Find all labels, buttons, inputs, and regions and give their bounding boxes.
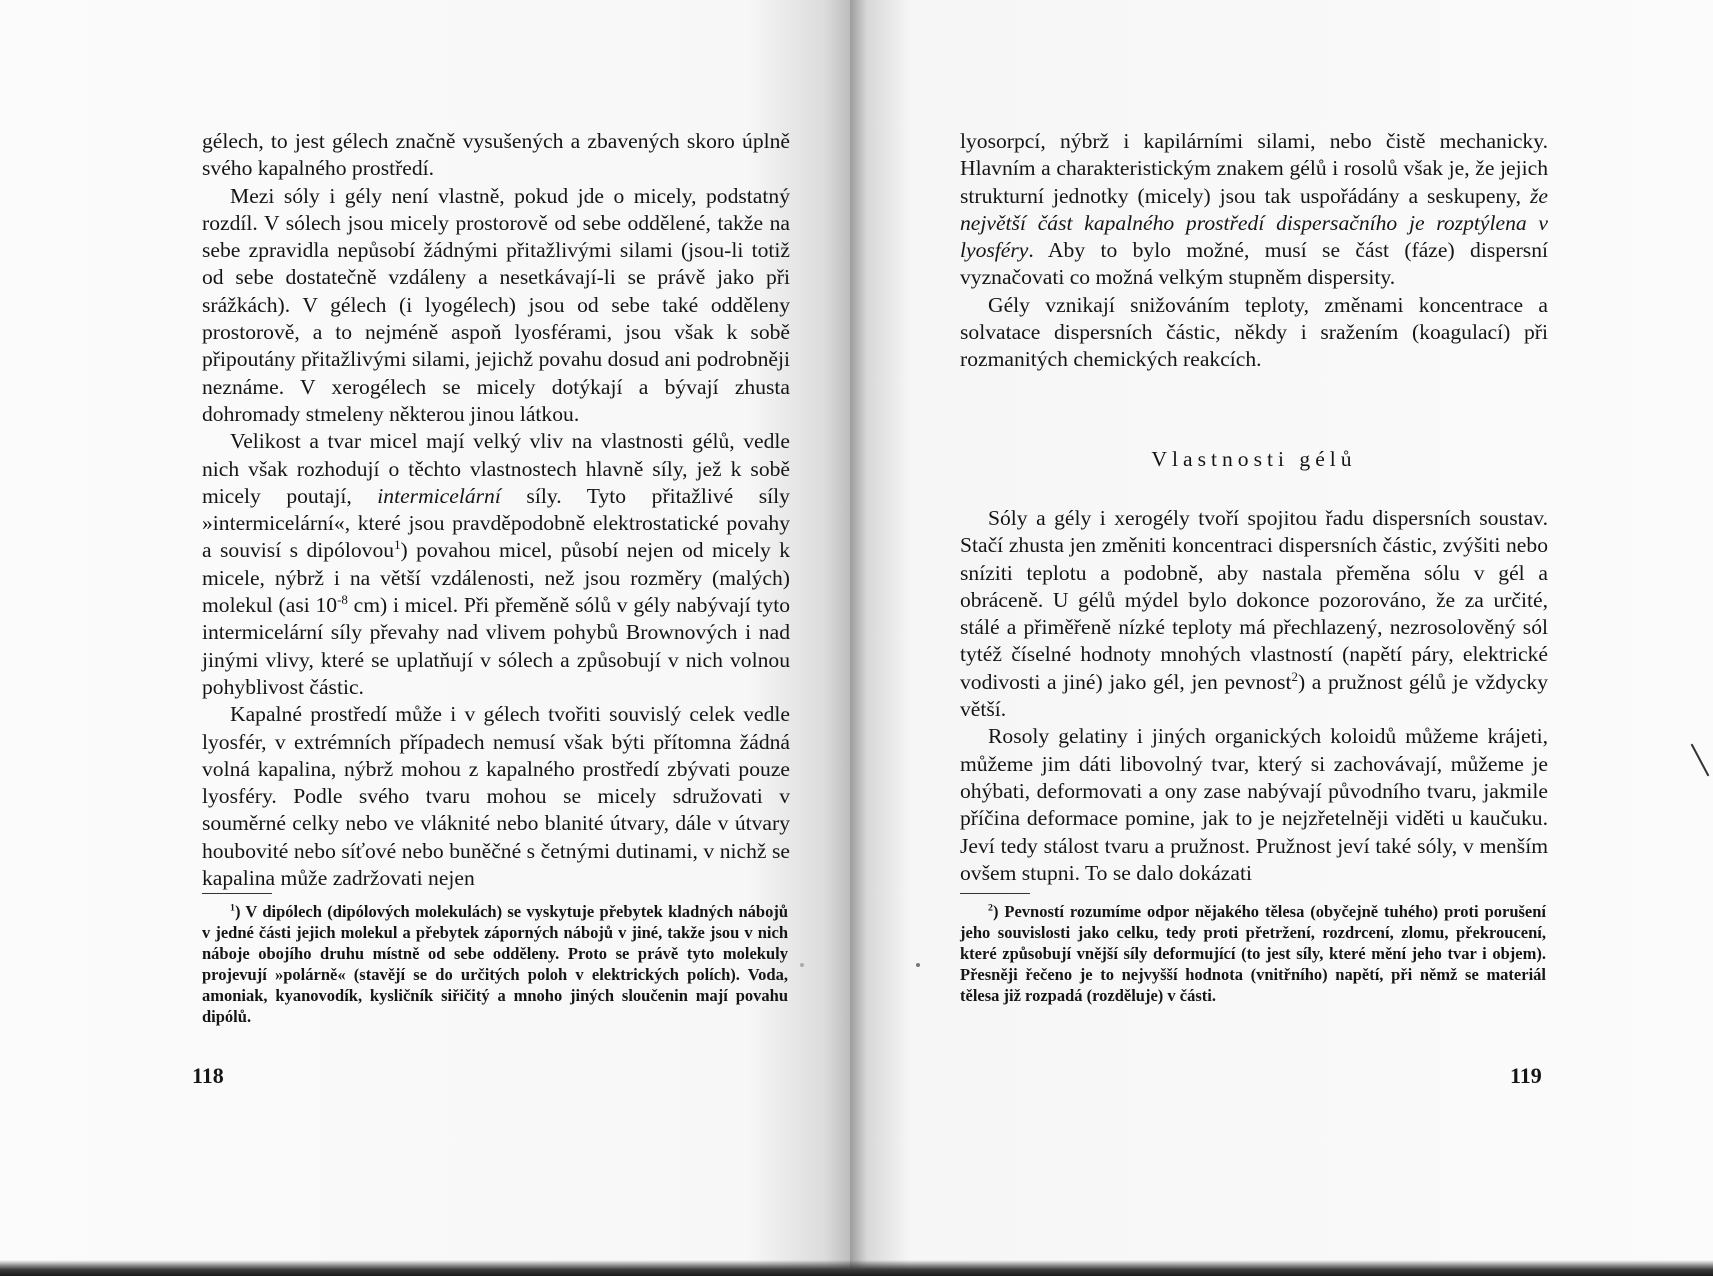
paragraph <box>960 128 1548 292</box>
right-page-body-bottom <box>960 505 1548 887</box>
scan-speck <box>800 963 804 967</box>
left-page-number: 118 <box>192 1063 224 1088</box>
paragraph <box>960 505 1548 723</box>
right-page-body-top <box>960 128 1548 374</box>
paragraph <box>960 292 1548 374</box>
text-run: Kapalné prostředí může i v gélech tvořiti souvislý celek vedle lyosfér, v extrémních případech nemusí však býti přítomna žádná volná kapalina, nýbrž mohou z kapalného prostředí zbývati pouze lyosféry. Podle svého tvaru mohou se micely sdružovati v souměrné celky nebo ve vláknité nebo blanité útvary, dále v útvary houbovité nebo síťové nebo buněčné s četnými dutinami, v nichž se kapalina může zadržovati nejen <box>202 702 790 891</box>
text-run: gélech, to jest gélech značně vysušených a zbavených skoro úplně svého kapalného prostředí. <box>202 129 790 181</box>
left-footnote-rule <box>202 893 272 894</box>
text-run: Gély vznikají snižováním teploty, změnami koncentrace a solvatace dispersních částic, někdy i sražením (koagulací) při rozmanitých chemických reakcích. <box>960 292 1548 372</box>
text-run: Rosoly gelatiny i jiných organických koloidů můžeme krájeti, můžeme jim dáti libovolný tvar, který si zachovávají, můžeme je ohýbati, deformovati a ony zase nabývají původního tvaru, jakmile příčina deformace pomine, jak to je nejzřetelněji viděti u kaučuku. Jeví tedy stálost tvaru a pružnost. Pružnost jeví také sóly, v menším ovšem stupni. To se dalo dokázati <box>960 724 1548 885</box>
text-run: ) povahou micel, působí nejen od micely k micele, nýbrž i na větší vzdálenosti, než jsou rozměry (malých) molekul (asi 10 <box>202 538 790 618</box>
text-run: ) Pevností rozumíme odpor nějakého tělesa (obyčejně tuhého) proti porušení jeho souvislosti jako celku, tedy proti přetržení, rozdrcení, zlomu, překroucení, které způsobují vnější síly deformující (to jest síly, které mění jeho tvar i objem). Přesněji řečeno je to nejvyšší hodnota (vnitřního) napětí, při němž se materiál tělesa již rozpadá (rozděluje) v části. <box>960 902 1546 1005</box>
footnote-marker: -8 <box>337 591 348 607</box>
paragraph <box>202 701 790 892</box>
text-run: . Aby to bylo možné, musí se část (fáze) dispersní vyznačovati co možná velkým stupněm dispersity. <box>960 238 1548 290</box>
text-run: Sóly a gély i xerogély tvoří spojitou řadu dispersních soustav. Stačí zhusta jen změniti koncentraci dispersních částic, zvýšiti nebo sníziti teplotu a podobně, aby nastala přeměna sólu v gél a obráceně. U gélů mýdel bylo dokonce pozorováno, že za určité, stálé a přiměřeně nízké teploty má přechlazený, nezrosolověný sól tytéž číselné hodnoty mnohých vlastností (napětí páry, elektrické vodivosti a jiné) jako gél, jen pevnost <box>960 506 1548 694</box>
left-page-footnote <box>202 901 788 1027</box>
right-footnote-rule <box>960 893 1030 894</box>
book-bottom-edge <box>0 1260 1713 1276</box>
text-run: lyosorpcí, nýbrž i kapilárními silami, nebo čistě mechanicky. Hlavním a charakteristickým znakem gélů i rosolů však je, že jejich strukturní jednotky (micely) jsou tak uspořádány a seskupeny, <box>960 129 1548 208</box>
section-heading: Vlastnosti gélů <box>1151 447 1357 471</box>
footnote-marker: 2 <box>988 902 993 914</box>
text-run: Mezi sóly i gély není vlastně, pokud jde o micely, podstatný rozdíl. V sólech jsou micely prostorově od sebe oddělené, takže na sebe zpravidla nepůsobí žádnými přitažlivými silami (jsou-li totiž od sebe dostatečně vzdáleny a nesetkávají-li se právě jako při srážkách). V gélech (i lyogélech) jsou od sebe také odděleny prostorově, a to nejméně aspoň lyosférami, jsou však k sobě připoutány přitažlivými silami, jejichž povahu dosud ani podrobněji neznáme. V xerogélech se micely dotýkají a bývají zhusta dohromady stmeleny některou jinou látkou. <box>202 183 790 426</box>
paragraph <box>202 183 790 429</box>
paragraph <box>202 128 790 183</box>
right-page-footnote <box>960 901 1546 1006</box>
footnote-marker: 1 <box>394 537 401 553</box>
scan-speck <box>916 963 920 967</box>
emphasis-text: že největší část kapalného prostředí dispersačního je rozptýlena v lyosféry <box>960 183 1548 263</box>
footnote-marker: 1 <box>230 902 235 914</box>
emphasis-text: intermicelární <box>377 483 501 508</box>
footnote-marker: 2 <box>1291 668 1299 684</box>
text-run: cm) i micel. Při přeměně sólů v gély nabývají tyto intermicelární síly převahy nad vlivem pohybů Brownových i nad jinými vlivy, které se uplatňují v sólech a způsobují v nich volnou pohyblivost částic. <box>202 593 790 699</box>
paragraph <box>202 428 790 701</box>
footnote-text <box>960 901 1546 1006</box>
text-run: ) V dipólech (dipólových molekulách) se vyskytuje přebytek kladných nábojů v jedné části jejich molekul a přebytek záporných nábojů v jiné, takže jsou v nich náboje obojího druhu místně od sebe odděleny. Proto se právě tyto molekuly projevují »polárně« (stavějí se do určitých poloh v elektrických polích). Voda, amoniak, kyanovodík, kysličník siřičitý a mnoho jiných sloučenin mají povahu dipólů. <box>202 902 788 1026</box>
left-page-body <box>202 128 790 892</box>
footnote-text <box>202 901 788 1027</box>
text-run: Velikost a tvar micel mají velký vliv na vlastnosti gélů, vedle nich však rozhodují o těchto vlastnostech hlavně síly, jež k sobě micely poutají, <box>202 429 790 508</box>
paragraph <box>960 723 1548 887</box>
text-run: síly. Tyto přitažlivé síly »intermicelární«, které jsou pravděpodobně elektrostatické povahy a souvisí s dipólovou <box>202 483 790 563</box>
text-run: ) a pružnost gélů je vždycky větší. <box>960 669 1548 722</box>
right-page-number: 119 <box>1510 1063 1542 1088</box>
